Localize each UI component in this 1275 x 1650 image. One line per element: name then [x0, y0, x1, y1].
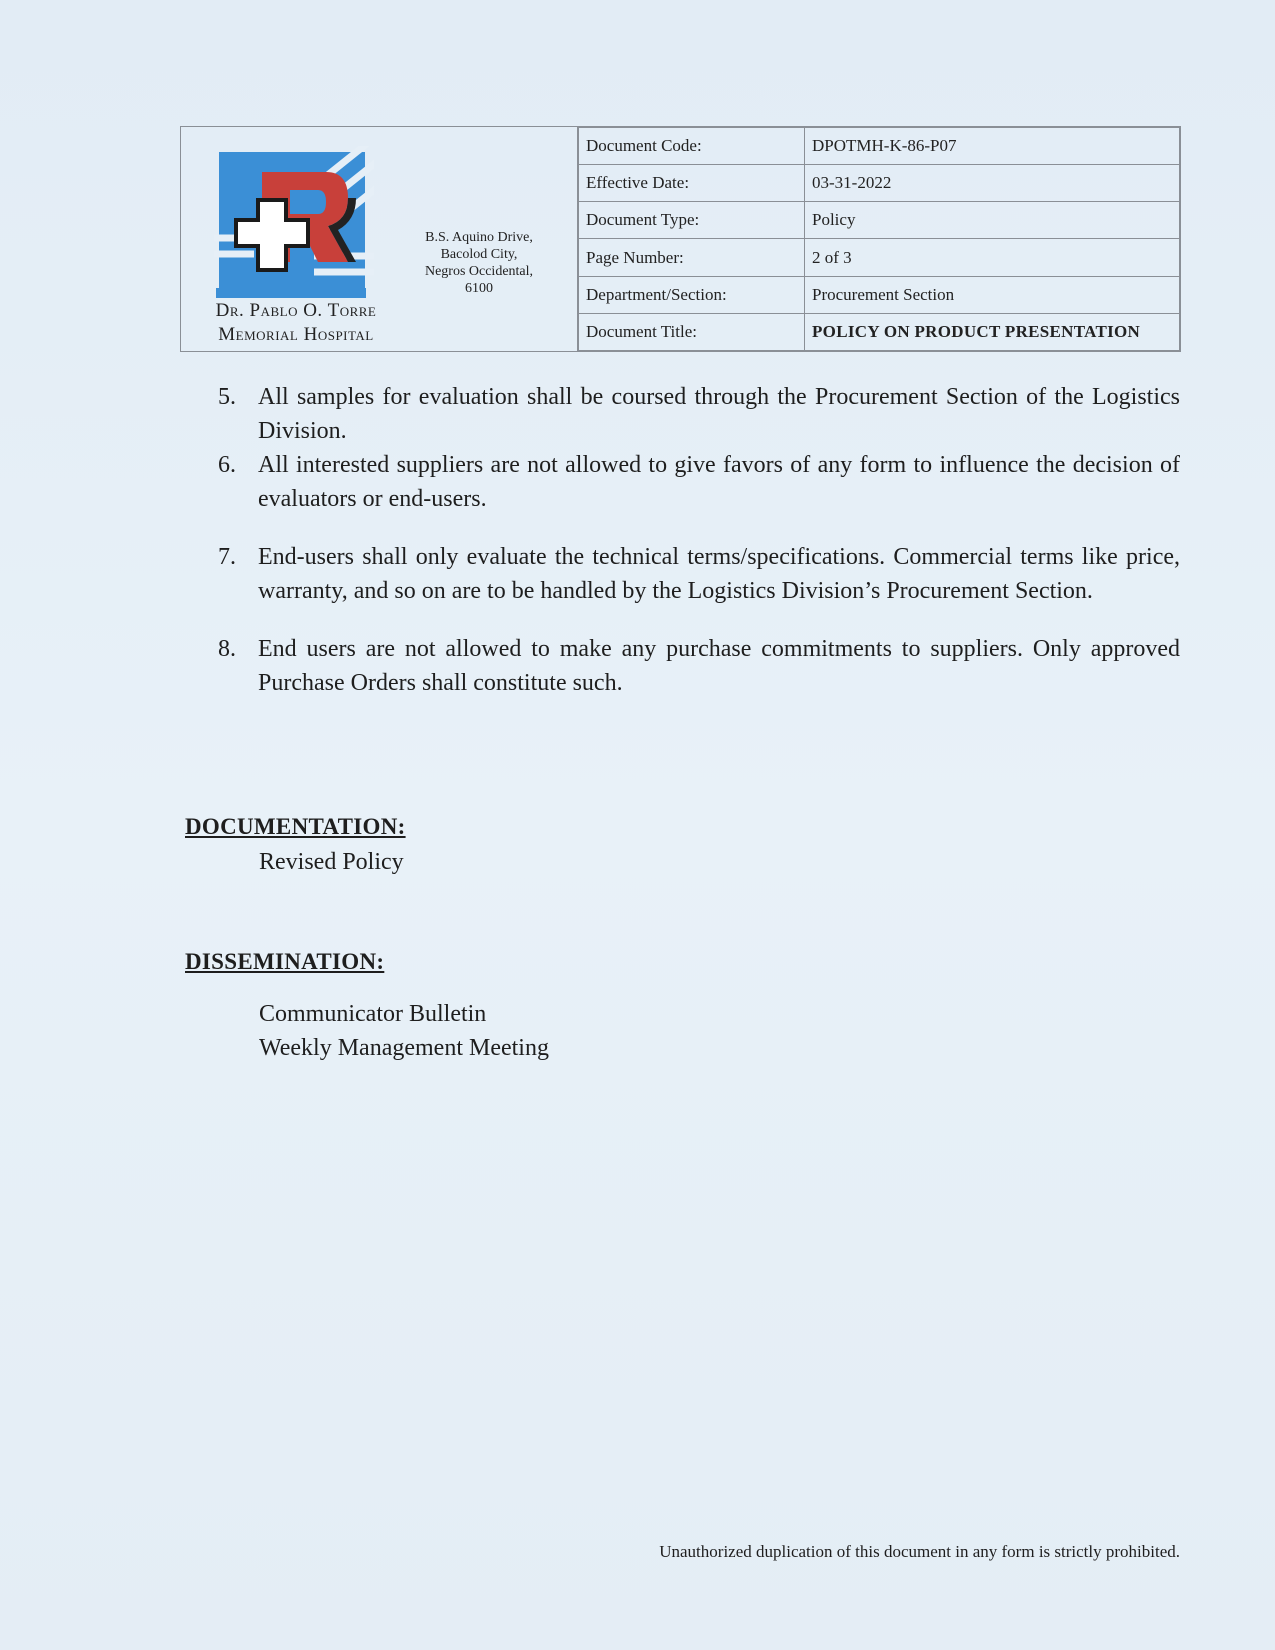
item-text: End-users shall only evaluate the technical terms/specifications. Commercial terms like price, warranty, and so on are to be handled by the Logistics Division’s Procurement Section. — [258, 544, 1180, 604]
hospital-logo-icon — [214, 146, 374, 302]
documentation-heading: DOCUMENTATION: — [185, 814, 406, 839]
item-text: All samples for evaluation shall be coursed through the Procurement Section of the Logistics Division. — [258, 384, 1180, 444]
hospital-address — [409, 229, 549, 297]
hospital-name-line1: Dr. Pablo O. Torre — [215, 300, 377, 321]
meta-row-document-title — [579, 313, 1180, 350]
meta-row-department — [579, 276, 1180, 313]
meta-label: Effective Date: — [579, 165, 805, 202]
policy-item — [214, 380, 1180, 448]
meta-value: 03-31-2022 — [805, 165, 1180, 202]
dissemination-line: Weekly Management Meeting — [259, 1035, 549, 1061]
item-number: 7. — [218, 544, 236, 570]
meta-value: Policy — [805, 202, 1180, 239]
meta-value: 2 of 3 — [805, 239, 1180, 276]
logo-cell — [181, 127, 578, 351]
address-line: Bacolod City, — [440, 247, 518, 262]
meta-value: DPOTMH-K-86-P07 — [805, 128, 1180, 165]
meta-label: Page Number: — [579, 239, 805, 276]
item-number: 8. — [218, 636, 236, 662]
item-text: End users are not allowed to make any purchase commitments to suppliers. Only approved Purchase Orders shall constitute such. — [258, 636, 1180, 696]
address-line: Negros Occidental, — [424, 264, 534, 279]
meta-value: POLICY ON PRODUCT PRESENTATION — [805, 313, 1180, 350]
meta-row-document-type — [579, 202, 1180, 239]
meta-label: Document Code: — [579, 128, 805, 165]
policy-item — [214, 632, 1180, 700]
meta-row-effective-date — [579, 165, 1180, 202]
item-number: 6. — [218, 452, 236, 478]
meta-label: Department/Section: — [579, 276, 805, 313]
hospital-name-line2: Memorial Hospital — [218, 324, 374, 345]
item-text: All interested suppliers are not allowed to give favors of any form to influence the decision of evaluators or end-users. — [258, 452, 1180, 512]
meta-row-document-code — [579, 128, 1180, 165]
hospital-name — [181, 299, 411, 347]
document-header — [180, 126, 1181, 352]
policy-items — [214, 380, 1180, 700]
meta-label: Document Type: — [579, 202, 805, 239]
meta-value: Procurement Section — [805, 276, 1180, 313]
item-number: 5. — [218, 384, 236, 410]
meta-label: Document Title: — [579, 313, 805, 350]
address-line: 6100 — [465, 281, 493, 296]
meta-row-page-number — [579, 239, 1180, 276]
documentation-line: Revised Policy — [259, 849, 404, 875]
document-meta-table — [578, 127, 1180, 351]
address-line: B.S. Aquino Drive, — [425, 230, 533, 245]
policy-item — [214, 540, 1180, 608]
dissemination-line: Communicator Bulletin — [259, 1001, 487, 1027]
dissemination-heading: DISSEMINATION: — [185, 949, 385, 974]
policy-item — [214, 448, 1180, 516]
footer-note: Unauthorized duplication of this document in any form is strictly prohibited. — [659, 1542, 1180, 1561]
